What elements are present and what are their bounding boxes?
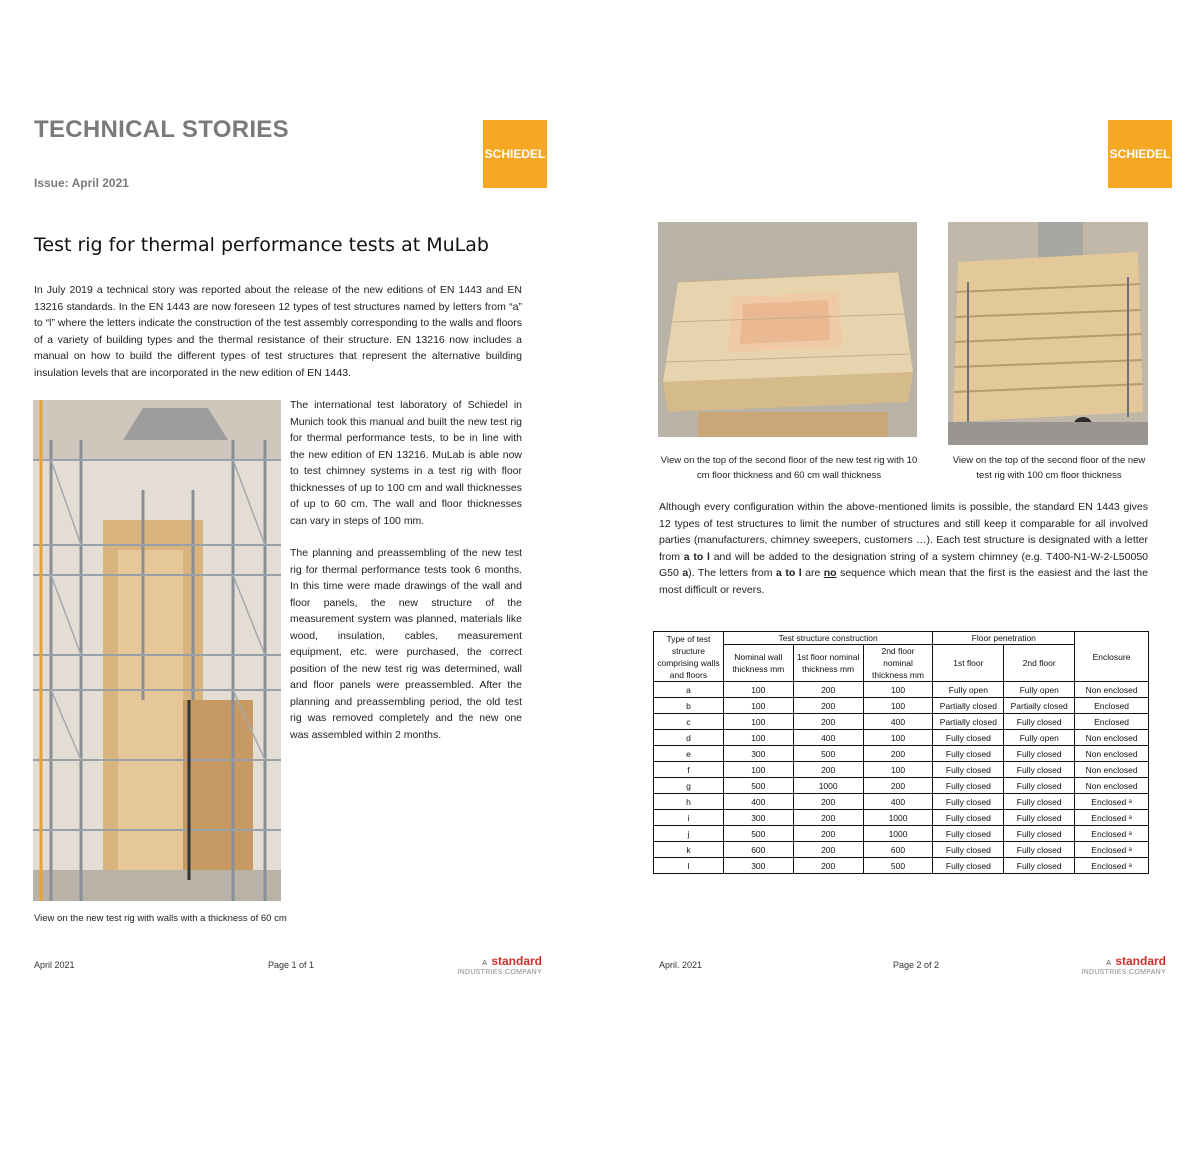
- header-first-floor-nominal: 1st floor nominal thickness mm: [793, 645, 863, 682]
- table-row: e 300 500 200 Fully closed Fully closed Non enclosed: [654, 746, 1149, 762]
- test-rig-illustration: [33, 400, 281, 901]
- photo-caption: View on the new test rig with walls with a thickness of 60 cm: [34, 913, 287, 924]
- table-row: h 400 200 400 Fully closed Fully closed Enclosed ᵃ: [654, 794, 1149, 810]
- table-row: d 100 400 100 Fully closed Fully open Non enclosed: [654, 730, 1149, 746]
- schiedel-logo: [483, 120, 547, 188]
- table-row: f 100 200 100 Fully closed Fully closed Non enclosed: [654, 762, 1149, 778]
- header-enclosure: Enclosure: [1075, 632, 1149, 682]
- header-nominal-wall: Nominal wall thickness mm: [723, 645, 793, 682]
- test-structure-table: [653, 631, 1149, 874]
- standard-industries-logo: A standard INDUSTRIES COMPANY: [457, 954, 542, 976]
- header-title: TECHNICAL STORIES: [34, 116, 289, 143]
- schiedel-logo-page2: [1108, 120, 1172, 188]
- floor-10cm-illustration: [658, 222, 917, 437]
- paragraph-mulab: The international test laboratory of Schiedel in Munich took this manual and built the new test rig for thermal performance tests, to be in line with the new edition of EN 13216. MuLab is able now to test chimney systems in a test rig with floor thicknesses of up to 100 cm and wall thicknesses of up to 60 cm. The wall and floor thicknesses can vary in steps of 100 mm.: [290, 399, 522, 527]
- footer-date-page2: April. 2021: [659, 960, 703, 970]
- footer-date: April 2021: [34, 960, 75, 970]
- table-row: c 100 200 400 Partially closed Fully closed Enclosed: [654, 714, 1149, 730]
- floor-100cm-illustration: [948, 222, 1148, 445]
- header-second-floor: 2nd floor: [1004, 645, 1075, 682]
- caption-floor-10cm: View on the top of the second floor of the new test rig with 10 cm floor thickness and 60 cm wall thickness: [660, 455, 918, 481]
- table-row: k 600 200 600 Fully closed Fully closed Enclosed ᵃ: [654, 842, 1149, 858]
- header-penetration: Floor penetration: [933, 632, 1075, 645]
- issue-date: Issue: April 2021: [34, 176, 129, 190]
- header-second-floor-nominal: 2nd floor nominal thickness mm: [863, 645, 933, 682]
- paragraph-planning: The planning and preassembling of the new test rig for thermal performance tests took 6 months. In this time were made drawings of the wall and floor panels, the new structure of the measurement system was planned, materials like wood, insulation, cables, measurement equipment, etc. were purchased, the correct position of the new test rig was determined, wall and floor panels were preassembled. After the planning and preassembling period, the old test rig was removed completely and the new one was assembled within 2 months.: [290, 547, 522, 741]
- table-row: i 300 200 1000 Fully closed Fully closed Enclosed ᵃ: [654, 810, 1149, 826]
- header-construction: Test structure construction: [723, 632, 933, 645]
- floor-10cm-photo: [658, 222, 917, 437]
- test-rig-photo: [33, 400, 281, 901]
- floor-100cm-photo: [948, 222, 1148, 445]
- header-first-floor: 1st floor: [933, 645, 1004, 682]
- table-row: j 500 200 1000 Fully closed Fully closed Enclosed ᵃ: [654, 826, 1149, 842]
- table-row: b 100 200 100 Partially closed Partially closed Enclosed: [654, 698, 1149, 714]
- header-type: Type of test structure comprising walls and floors: [654, 632, 724, 682]
- table-row: l 300 200 500 Fully closed Fully closed Enclosed ᵃ: [654, 858, 1149, 874]
- standard-industries-logo-page2: A standard INDUSTRIES COMPANY: [1081, 954, 1166, 976]
- configuration-paragraph: Although every configuration within the above-mentioned limits is possible, the standard EN 1443 gives 12 types of test structures to limit the number of structures and still keep it comparable for all involved parties (manufacturers, chimney sweepers, customers …). Each test structure is designated with a letter from a to l and will be added to the designation string of a system chimney (e.g. T400-N1-W-2-L50050 G50 a). The letters from a to l are no sequence which mean that the first is the easiest and the last the most difficult or revers.: [659, 501, 1148, 596]
- article-title: Test rig for thermal performance tests at MuLab: [34, 234, 489, 256]
- table-row: a 100 200 100 Fully open Fully open Non enclosed: [654, 682, 1149, 698]
- logo-text: SCHIEDEL: [484, 147, 546, 161]
- footer-page-number-page2: Page 2 of 2: [893, 960, 940, 970]
- caption-floor-100cm: View on the top of the second floor of the new test rig with 100 cm floor thickness: [952, 455, 1146, 481]
- intro-paragraph: In July 2019 a technical story was reported about the release of the new editions of EN 1443 and EN 13216 standards. In the EN 1443 are now foreseen 12 types of test structures named by letters from “a” to “l” where the letters indicate the construction of the test assembly corresponding to the walls and floors of a variety of building types and the thermal resistance of their structure. EN 13216 now includes a manual on how to build the different types of test structures that represent the alternative building insulation levels that are incorporated in the new edition of EN 1443.: [34, 284, 522, 379]
- table-row: g 500 1000 200 Fully closed Fully closed Non enclosed: [654, 778, 1149, 794]
- logo-text: SCHIEDEL: [1109, 147, 1171, 161]
- footer-page-number: Page 1 of 1: [268, 960, 315, 970]
